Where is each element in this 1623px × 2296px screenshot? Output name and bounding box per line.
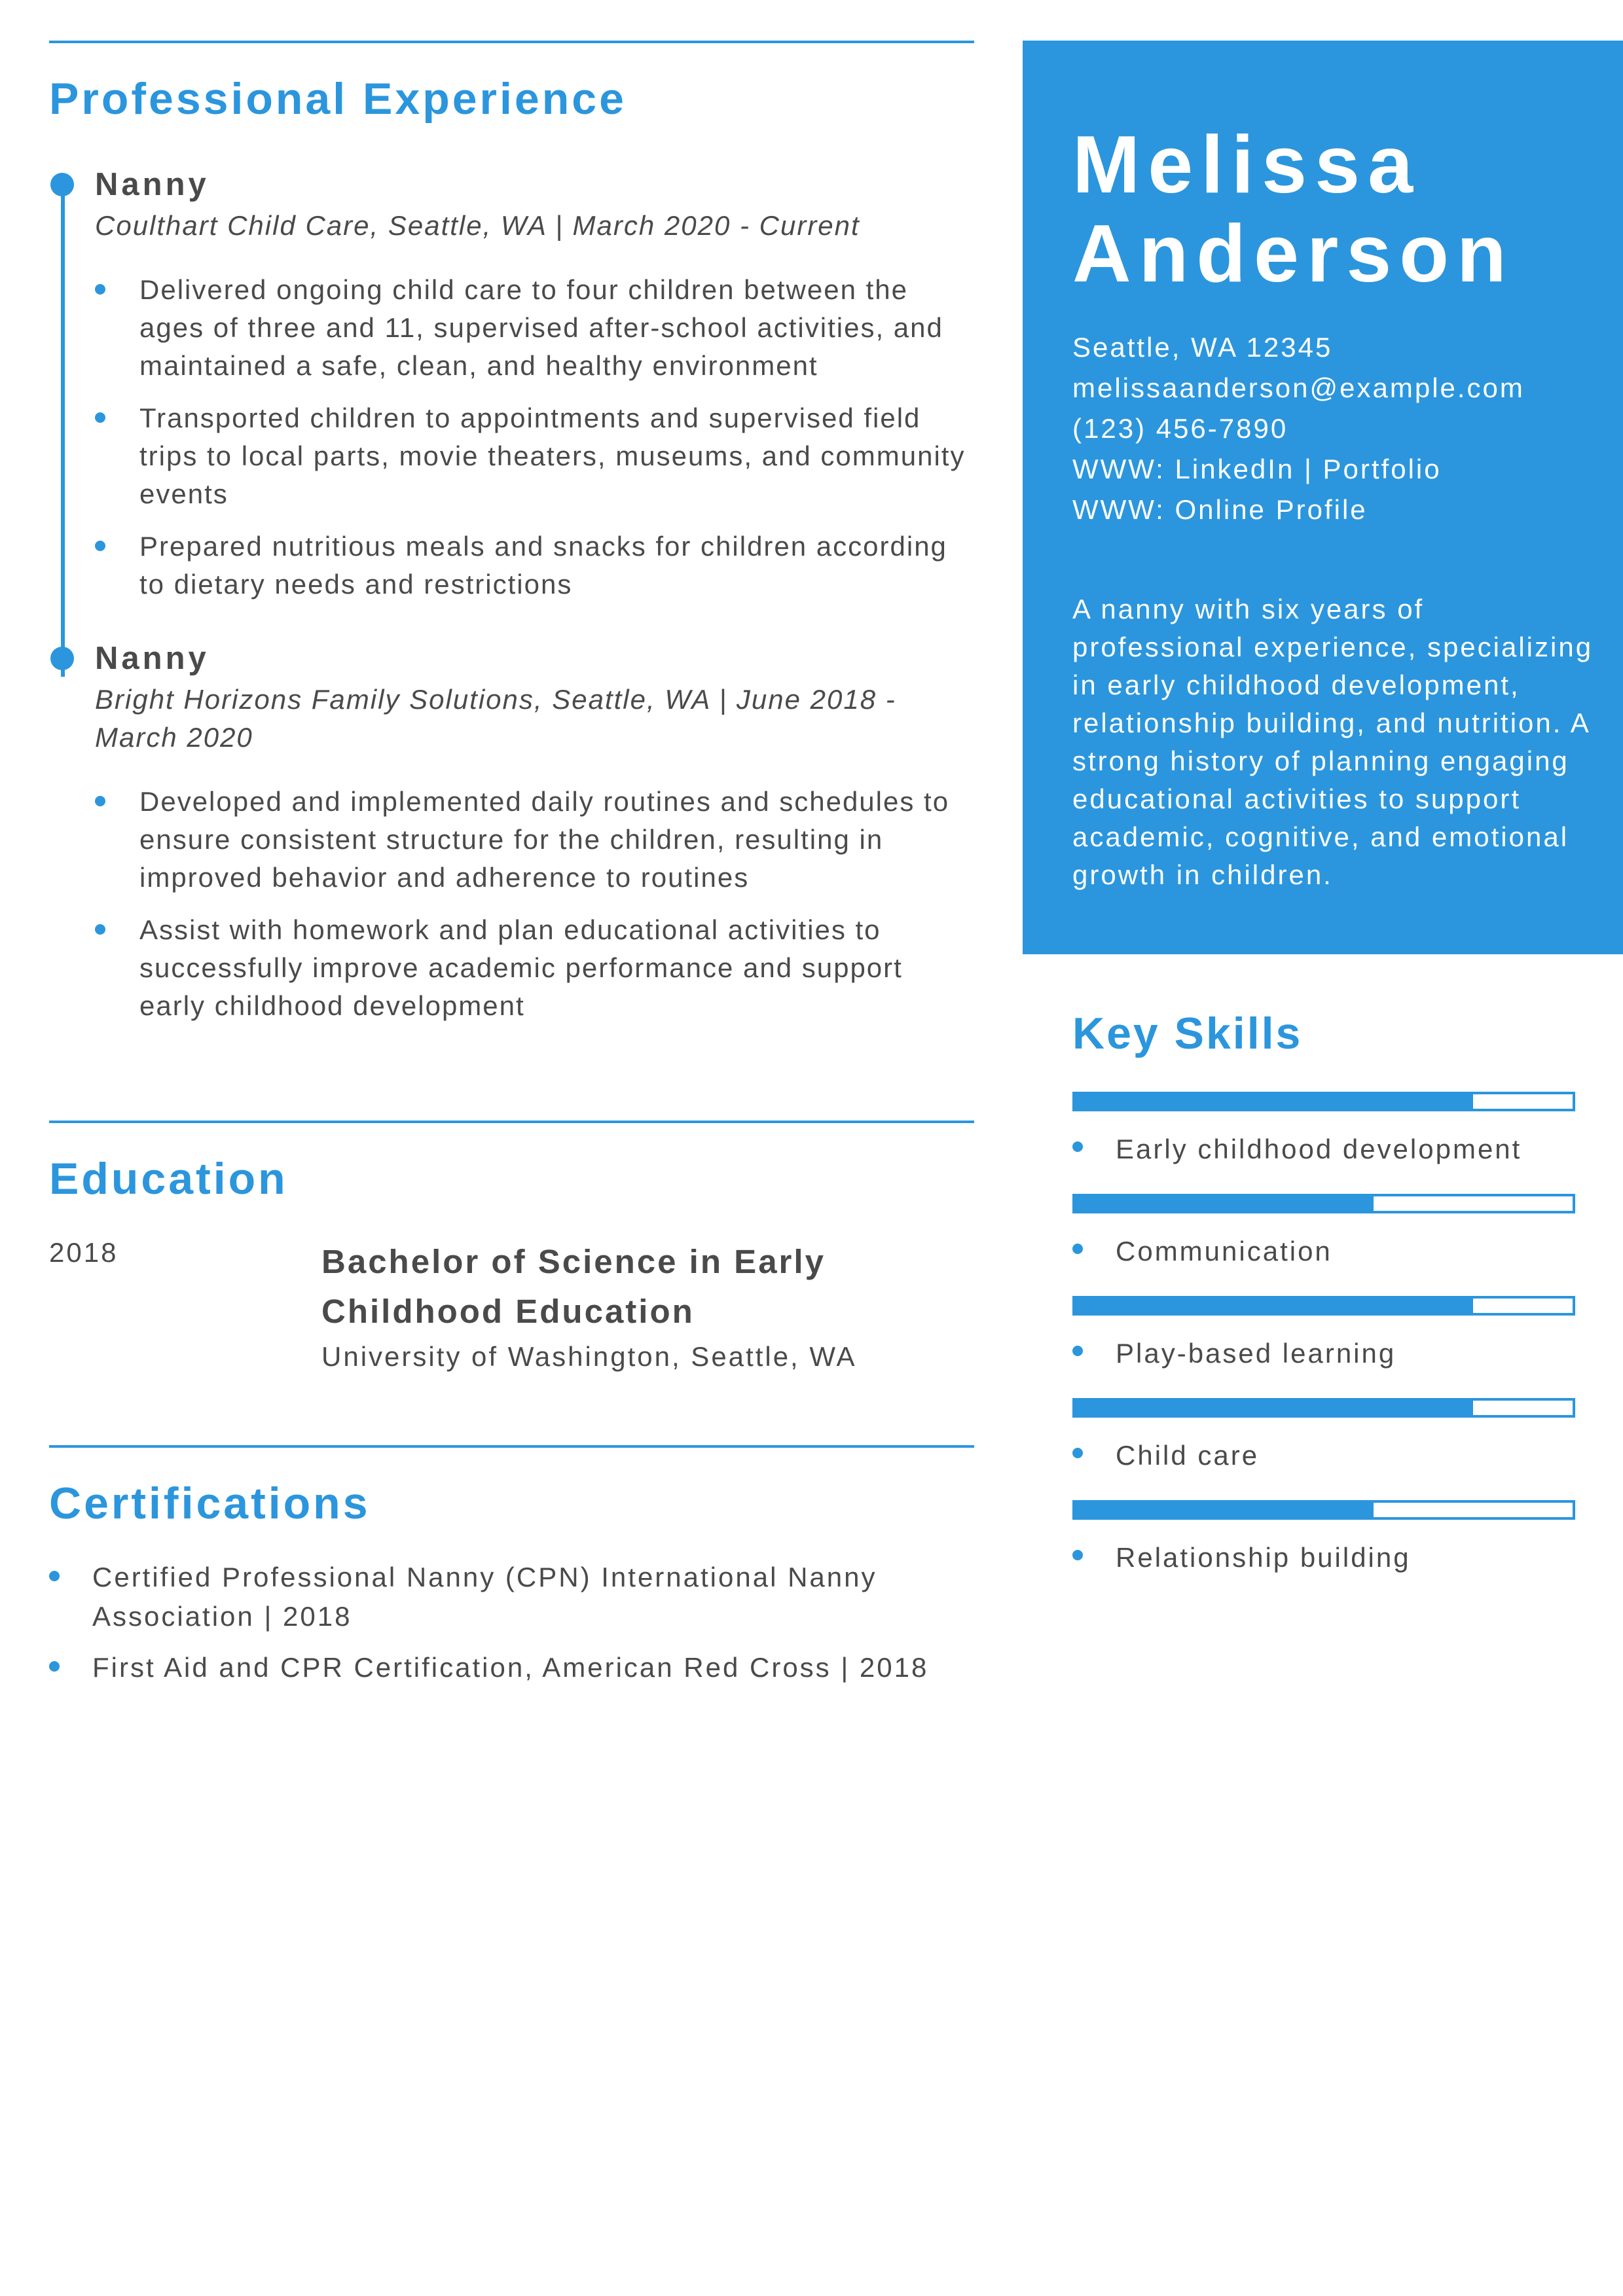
bullet-dot xyxy=(1072,1448,1083,1458)
bullet-text: Assist with homework and plan educational activities to successfully improve academic performance and support early childhood development xyxy=(139,914,903,1021)
bullet-dot xyxy=(49,1661,60,1672)
bullet-text: Transported children to appointments and supervised field trips to local parts, movie theaters, museums, and community events xyxy=(139,403,966,509)
bullet-dot xyxy=(1072,1346,1083,1356)
education-degree: Bachelor of Science in Early Childhood Education xyxy=(321,1243,826,1330)
profile-summary: A nanny with six years of professional experience, specializing in early childhood development, relationship building, and nutrition. A strong history of planning engaging educational activities to support academic, cognitive, and emotional growth in children. xyxy=(1072,594,1594,890)
skill-level-fill xyxy=(1075,1196,1374,1211)
skill-item xyxy=(1072,1092,1575,1168)
education-school: University of Washington, Seattle, WA xyxy=(321,1341,857,1372)
skills-heading: Key Skills xyxy=(1072,1009,1303,1058)
email-link[interactable]: melissaanderson@example.com xyxy=(1072,372,1525,403)
skills-list xyxy=(1072,1092,1575,1576)
skill-label: Early childhood development xyxy=(1116,1134,1522,1164)
skill-label: Relationship building xyxy=(1116,1542,1411,1573)
job-meta: Coulthart Child Care, Seattle, WA | March 2020 - Current xyxy=(95,210,860,241)
first-name: Melissa xyxy=(1072,120,1421,210)
bullet-dot xyxy=(95,924,105,935)
timeline-dot xyxy=(50,647,74,670)
portfolio-links[interactable]: WWW: LinkedIn | Portfolio xyxy=(1072,454,1442,484)
job-entry xyxy=(49,639,974,1025)
bullet-dot xyxy=(95,541,105,551)
bullet-dot xyxy=(95,796,105,806)
bullet-item xyxy=(95,271,974,385)
certifications-heading: Certifications xyxy=(49,1479,371,1528)
skill-label: Communication xyxy=(1116,1236,1332,1266)
bullet-text: Delivered ongoing child care to four children between the ages of three and 11, supervised after-school activities, and maintained a safe, clean, and healthy environment xyxy=(139,274,943,381)
certification-item xyxy=(49,1648,974,1687)
certification-item xyxy=(49,1558,974,1636)
skill-level-fill xyxy=(1075,1503,1374,1517)
online-profile-link[interactable]: WWW: Online Profile xyxy=(1072,494,1368,525)
bullet-dot xyxy=(49,1571,60,1581)
skill-level-bar xyxy=(1072,1398,1575,1418)
skill-level-bar xyxy=(1072,1500,1575,1520)
job-entry xyxy=(49,165,974,603)
skill-label-row xyxy=(1072,1131,1575,1168)
skill-level-bar xyxy=(1072,1296,1575,1316)
certifications-section xyxy=(49,1445,974,1699)
skill-level-fill xyxy=(1075,1401,1473,1415)
skill-label-row xyxy=(1072,1335,1575,1372)
bullet-dot xyxy=(95,284,105,295)
location: Seattle, WA 12345 xyxy=(1072,332,1333,363)
candidate-name xyxy=(1072,120,1596,298)
profile-content xyxy=(1072,120,1596,922)
skill-level-fill xyxy=(1075,1094,1473,1109)
education-heading: Education xyxy=(49,1154,288,1204)
bullet-item xyxy=(95,399,974,513)
skill-label: Play-based learning xyxy=(1116,1338,1396,1369)
skill-level-bar xyxy=(1072,1092,1575,1111)
job-bullets xyxy=(95,783,974,1025)
certifications-list xyxy=(49,1558,974,1687)
skill-level-fill xyxy=(1075,1299,1473,1313)
bullet-item xyxy=(95,911,974,1025)
skill-item xyxy=(1072,1500,1575,1576)
skill-item xyxy=(1072,1194,1575,1270)
bullet-dot xyxy=(95,412,105,423)
timeline-dot xyxy=(50,173,74,196)
section-divider xyxy=(49,1445,974,1448)
education-details xyxy=(321,1237,974,1376)
job-title: Nanny xyxy=(95,167,210,202)
skill-item xyxy=(1072,1398,1575,1474)
certification-text: Certified Professional Nanny (CPN) International Nanny Association | 2018 xyxy=(92,1562,877,1632)
education-entry xyxy=(49,1237,974,1381)
bullet-text: Prepared nutritious meals and snacks for children according to dietary needs and restrictions xyxy=(139,531,947,600)
certification-text: First Aid and CPR Certification, American Red Cross | 2018 xyxy=(92,1652,929,1683)
skill-label-row xyxy=(1072,1539,1575,1576)
job-bullets xyxy=(95,271,974,603)
bullet-item xyxy=(95,528,974,603)
section-divider xyxy=(49,41,974,43)
phone: (123) 456-7890 xyxy=(1072,413,1288,444)
last-name: Anderson xyxy=(1072,209,1514,299)
skills-section xyxy=(1072,1008,1575,1602)
education-section xyxy=(49,1121,974,1381)
profile-sidebar xyxy=(1023,41,1623,954)
experience-section xyxy=(49,41,974,1039)
skill-level-bar xyxy=(1072,1194,1575,1213)
experience-heading: Professional Experience xyxy=(49,74,627,124)
bullet-item xyxy=(95,783,974,897)
job-meta: Bright Horizons Family Solutions, Seattle, WA | June 2018 - March 2020 xyxy=(95,684,896,753)
bullet-text: Developed and implemented daily routines and schedules to ensure consistent structure for the children, resulting in improved behavior and adherence to routines xyxy=(139,786,950,893)
skill-label: Child care xyxy=(1116,1440,1260,1471)
contact-info xyxy=(1072,327,1596,530)
bullet-dot xyxy=(1072,1550,1083,1560)
education-year: 2018 xyxy=(49,1237,119,1268)
bullet-dot xyxy=(1072,1141,1083,1152)
bullet-dot xyxy=(1072,1244,1083,1254)
skill-label-row xyxy=(1072,1437,1575,1474)
section-divider xyxy=(49,1121,974,1123)
skill-item xyxy=(1072,1296,1575,1372)
job-title: Nanny xyxy=(95,641,210,676)
skill-label-row xyxy=(1072,1233,1575,1270)
